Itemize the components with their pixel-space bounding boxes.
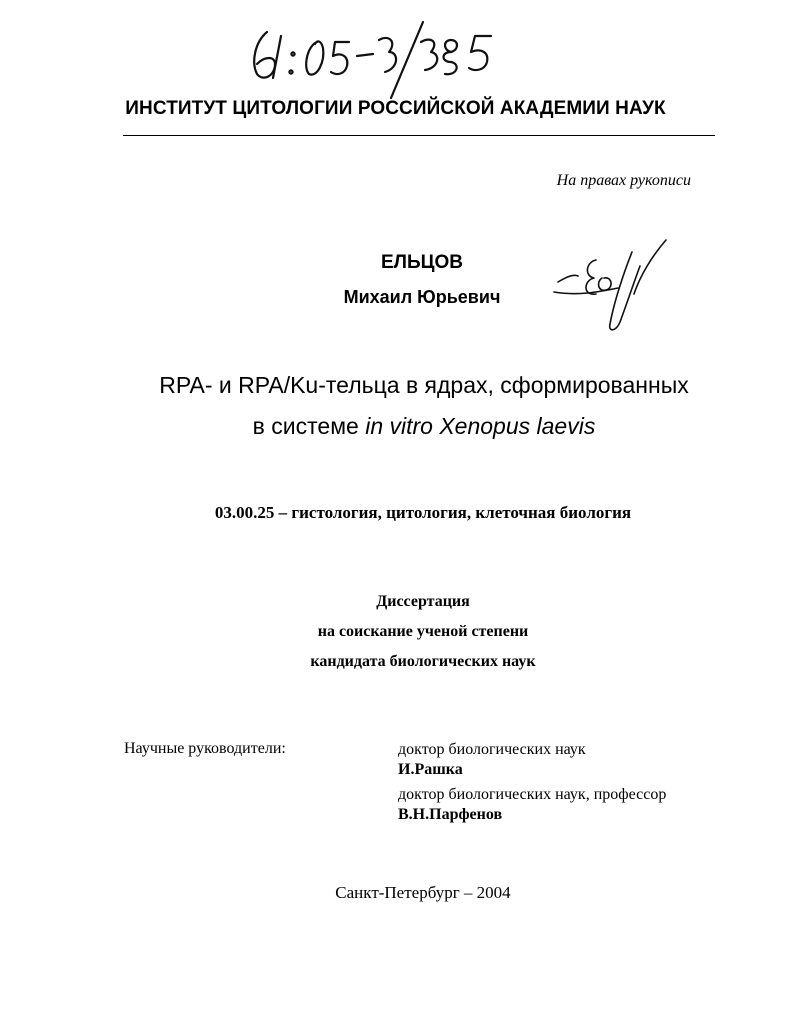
dissertation-title-line-1: RPA- и RPA/Ku-тельца в ядрах, сформированных bbox=[159, 372, 689, 398]
handwritten-archive-number bbox=[245, 12, 505, 102]
institute-name: ИНСТИТУТ ЦИТОЛОГИИ РОССИЙСКОЙ АКАДЕМИИ НАУК bbox=[125, 98, 666, 119]
manuscript-rights: На правах рукописи bbox=[556, 172, 691, 189]
dissertation-purpose: на соискание ученой степени bbox=[317, 623, 529, 640]
author-given-names: Михаил Юрьевич bbox=[343, 287, 501, 307]
supervisor-1-degree: доктор биологических наук bbox=[398, 741, 586, 758]
title-line-2-prefix: в системе bbox=[252, 413, 366, 439]
signature-graphic bbox=[548, 232, 698, 337]
specialty-code: 03.00.25 – гистология, цитология, клеточная биология bbox=[214, 503, 632, 522]
author-surname: ЕЛЬЦОВ bbox=[380, 252, 464, 273]
supervisor-1-name: И.Рашка bbox=[398, 761, 463, 778]
supervisor-2-degree: доктор биологических наук, профессор bbox=[398, 786, 667, 803]
author-signature bbox=[548, 232, 698, 337]
header-divider bbox=[123, 135, 715, 136]
supervisor-2 bbox=[398, 785, 666, 825]
supervisor-2-name: В.Н.Парфенов bbox=[398, 806, 503, 823]
dissertation-title-line-2 bbox=[0, 413, 791, 440]
title-species-italic: in vitro Xenopus laevis bbox=[365, 413, 596, 439]
supervisor-1 bbox=[398, 740, 586, 780]
dissertation-label: Диссертация bbox=[376, 593, 470, 610]
dissertation-degree: кандидата биологических наук bbox=[310, 653, 536, 670]
archive-mark bbox=[245, 12, 505, 102]
place-and-year: Санкт-Петербург – 2004 bbox=[335, 883, 511, 902]
supervisors-label: Научные руководители: bbox=[124, 740, 286, 757]
